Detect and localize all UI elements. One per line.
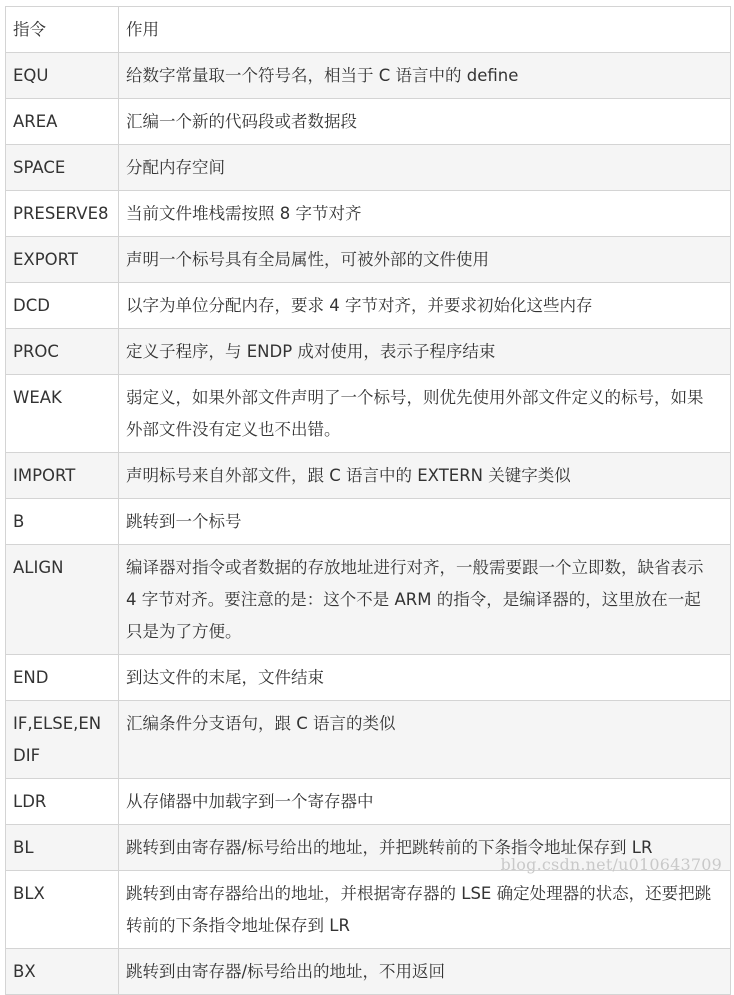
directive-cell: IF,ELSE,ENDIF	[6, 701, 119, 778]
table-header-row	[6, 7, 731, 53]
directive-cell: B	[6, 499, 119, 544]
table-row-preserve8	[6, 191, 731, 237]
table-row-bl	[6, 825, 731, 871]
directive-cell: DCD	[6, 283, 119, 328]
description-cell: 从存储器中加载字到一个寄存器中	[119, 779, 731, 824]
table-row-proc	[6, 329, 731, 375]
description-cell: 弱定义，如果外部文件声明了一个标号，则优先使用外部文件定义的标号，如果外部文件没有定义也不出错。	[119, 375, 731, 452]
description-cell: 跳转到由寄存器给出的地址，并根据寄存器的 LSE 确定处理器的状态，还要把跳转前的下条指令地址保存到 LR	[119, 871, 731, 948]
description-cell: 声明标号来自外部文件，跟 C 语言中的 EXTERN 关键字类似	[119, 453, 731, 498]
table-row-align	[6, 545, 731, 655]
description-cell: 跳转到一个标号	[119, 499, 731, 544]
directive-cell: END	[6, 655, 119, 700]
description-cell: 跳转到由寄存器/标号给出的地址，不用返回	[119, 949, 731, 994]
directive-cell: IMPORT	[6, 453, 119, 498]
table-row-space	[6, 145, 731, 191]
description-cell: 到达文件的末尾，文件结束	[119, 655, 731, 700]
directive-cell: BLX	[6, 871, 119, 948]
description-cell: 分配内存空间	[119, 145, 731, 190]
directive-cell: AREA	[6, 99, 119, 144]
directive-table	[5, 6, 731, 995]
directive-cell: WEAK	[6, 375, 119, 452]
table-header-directive: 指令	[6, 7, 119, 52]
table-row-blx	[6, 871, 731, 949]
table-row-import	[6, 453, 731, 499]
directive-cell: SPACE	[6, 145, 119, 190]
directive-cell: EXPORT	[6, 237, 119, 282]
directive-cell: PRESERVE8	[6, 191, 119, 236]
description-cell: 定义子程序，与 ENDP 成对使用，表示子程序结束	[119, 329, 731, 374]
directive-cell: EQU	[6, 53, 119, 98]
description-cell: 汇编一个新的代码段或者数据段	[119, 99, 731, 144]
directive-cell: LDR	[6, 779, 119, 824]
table-row-export	[6, 237, 731, 283]
description-cell: 以字为单位分配内存，要求 4 字节对齐，并要求初始化这些内存	[119, 283, 731, 328]
table-row-end	[6, 655, 731, 701]
table-row-if-else-endif	[6, 701, 731, 779]
description-cell: 给数字常量取一个符号名，相当于 C 语言中的 define	[119, 53, 731, 98]
description-cell: 声明一个标号具有全局属性，可被外部的文件使用	[119, 237, 731, 282]
table-row-weak	[6, 375, 731, 453]
table-row-ldr	[6, 779, 731, 825]
table-row-equ	[6, 53, 731, 99]
directive-cell: ALIGN	[6, 545, 119, 654]
table-header-function: 作用	[119, 7, 731, 52]
description-cell: 跳转到由寄存器/标号给出的地址，并把跳转前的下条指令地址保存到 LR	[119, 825, 731, 870]
table-row-bx	[6, 949, 731, 995]
directive-cell: BX	[6, 949, 119, 994]
directive-cell: BL	[6, 825, 119, 870]
directive-cell: PROC	[6, 329, 119, 374]
table-row-area	[6, 99, 731, 145]
table-row-dcd	[6, 283, 731, 329]
description-cell: 当前文件堆栈需按照 8 字节对齐	[119, 191, 731, 236]
description-cell: 编译器对指令或者数据的存放地址进行对齐，一般需要跟一个立即数，缺省表示 4 字节对齐。要注意的是：这个不是 ARM 的指令，是编译器的，这里放在一起只是为了方便。	[119, 545, 731, 654]
description-cell: 汇编条件分支语句，跟 C 语言的类似	[119, 701, 731, 778]
watermark: blog.csdn.net/u010643709	[500, 855, 722, 874]
table-row-b	[6, 499, 731, 545]
